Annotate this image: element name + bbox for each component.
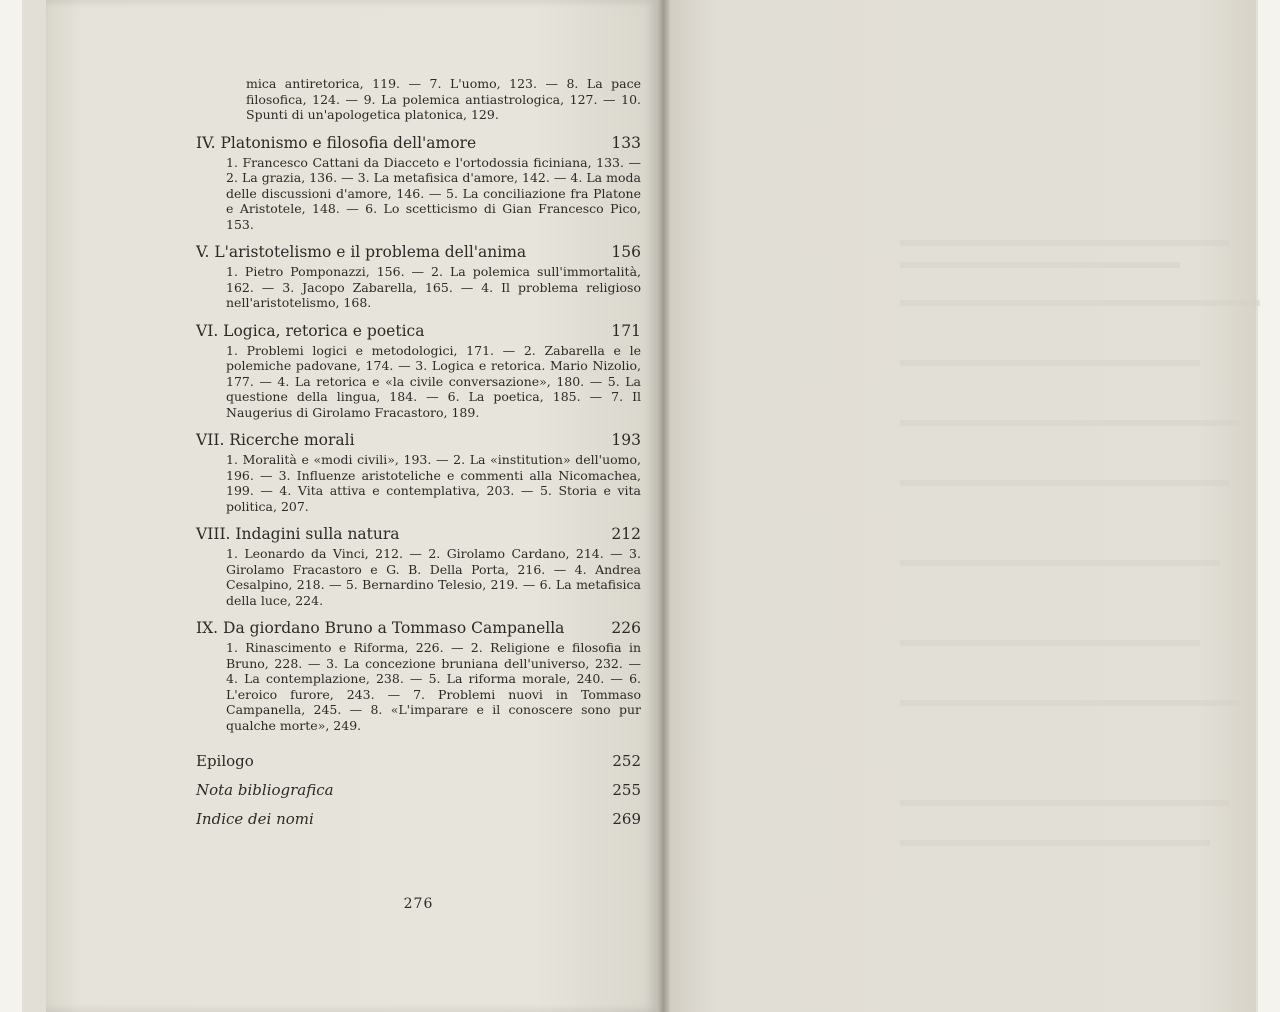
continued-entries: mica antiretorica, 119. — 7. L'uomo, 123. — 8. La pace filosofica, 124. — 9. La polemica antiastrologica, 127. — 10. Spunti di un'apologetica platonica, 129.: [246, 76, 641, 122]
open-book: [22, 0, 1258, 1012]
chapter-title: VIII. Indagini sulla natura: [196, 525, 400, 543]
chapter-page: 133: [611, 133, 641, 152]
chapter-title: IV. Platonismo e filosofia dell'amore: [196, 133, 477, 152]
page-number: 276: [403, 896, 434, 912]
chapter-page: 212: [611, 525, 641, 543]
chapter-viii: [196, 524, 641, 608]
chapter-vii: [196, 430, 641, 514]
chapter-ix: [196, 618, 641, 733]
chapter-title: VII. Ricerche morali: [196, 431, 355, 449]
chapter-entries: 1. Francesco Cattani da Diacceto e l'ortodossia ficiniana, 133. — 2. La grazia, 136. — 3. La metafisica d'amore, 142. — 4. La moda delle discussioni d'amore, 146. — 5. La conciliazione fra Platone e Aristotele, 148. — 6. Lo scetticismo di Gian Francesco Pico, 153.: [226, 154, 641, 232]
chapter-page: 156: [611, 243, 641, 261]
chapter-title: VI. Logica, retorica e poetica: [196, 321, 425, 340]
closing-page: 252: [612, 752, 641, 770]
show-through-line: [900, 240, 1230, 246]
show-through-line: [900, 640, 1200, 646]
table-of-contents: [196, 76, 641, 912]
chapter-v: [196, 242, 641, 311]
show-through-line: [900, 800, 1230, 806]
chapter-entries: 1. Rinascimento e Riforma, 226. — 2. Religione e filosofia in Bruno, 228. — 3. La concezione bruniana dell'universo, 232. — 4. La contemplazione, 238. — 5. La riforma morale, 240. — 6. L'eroico furore, 243. — 7. Problemi nuovi in Tommaso Campanella, 245. — 8. «L'imparare e il conoscere sono pur qualche morte», 249.: [226, 640, 641, 733]
chapter-title: IX. Da giordano Bruno a Tommaso Campanella: [196, 619, 565, 637]
closing-indice-dei-nomi: [196, 805, 641, 834]
show-through-line: [900, 700, 1240, 706]
chapter-entries: 1. Pietro Pomponazzi, 156. — 2. La polemica sull'immortalità, 162. — 3. Jacopo Zabarella, 165. — 4. Il problema religioso nell'aristotelismo, 168.: [226, 264, 641, 310]
closing-sections: [196, 747, 641, 834]
show-through-line: [900, 420, 1240, 426]
chapter-entries: 1. Moralità e «modi civili», 193. — 2. La «institution» dell'uomo, 196. — 3. Influenze aristoteliche e commenti alla Nicomachea, 199. — 4. Vita attiva e contemplativa, 203. — 5. Storia e vita politica, 207.: [226, 452, 641, 514]
closing-page: 269: [612, 810, 641, 828]
chapter-vi: [196, 321, 641, 421]
right-page-blank: [670, 0, 1256, 1012]
closing-nota-bibliografica: [196, 776, 641, 805]
closing-label: Nota bibliografica: [196, 781, 334, 799]
chapter-entries: 1. Leonardo da Vinci, 212. — 2. Girolamo Cardano, 214. — 3. Girolamo Fracastoro e G. B. Della Porta, 216. — 4. Andrea Cesalpino, 218. — 5. Bernardino Telesio, 219. — 6. La metafisica della luce, 224.: [226, 546, 641, 608]
book-gutter: [658, 0, 670, 1012]
chapter-title: V. L'aristotelismo e il problema dell'anima: [196, 243, 527, 261]
show-through-line: [900, 560, 1220, 566]
chapter-page: 171: [611, 321, 641, 340]
closing-label: Indice dei nomi: [196, 810, 314, 828]
show-through-line: [900, 360, 1200, 366]
show-through-line: [900, 262, 1180, 268]
show-through-line: [900, 300, 1260, 306]
closing-epilogo: [196, 747, 641, 776]
closing-label: Epilogo: [196, 752, 254, 770]
closing-page: 255: [612, 781, 641, 799]
show-through-line: [900, 840, 1210, 846]
chapter-page: 226: [611, 619, 641, 637]
chapter-iv: [196, 133, 641, 233]
show-through-line: [900, 480, 1230, 486]
chapter-page: 193: [611, 431, 641, 449]
left-page: [46, 0, 658, 1012]
chapter-entries: 1. Problemi logici e metodologici, 171. — 2. Zabarella e le polemiche padovane, 174. — 3. Logica e retorica. Mario Nizolio, 177. — 4. La retorica e «la civile conversazione», 180. — 5. La questione della lingua, 184. — 6. La poetica, 185. — 7. Il Naugerius di Girolamo Fracastoro, 189.: [226, 342, 641, 420]
